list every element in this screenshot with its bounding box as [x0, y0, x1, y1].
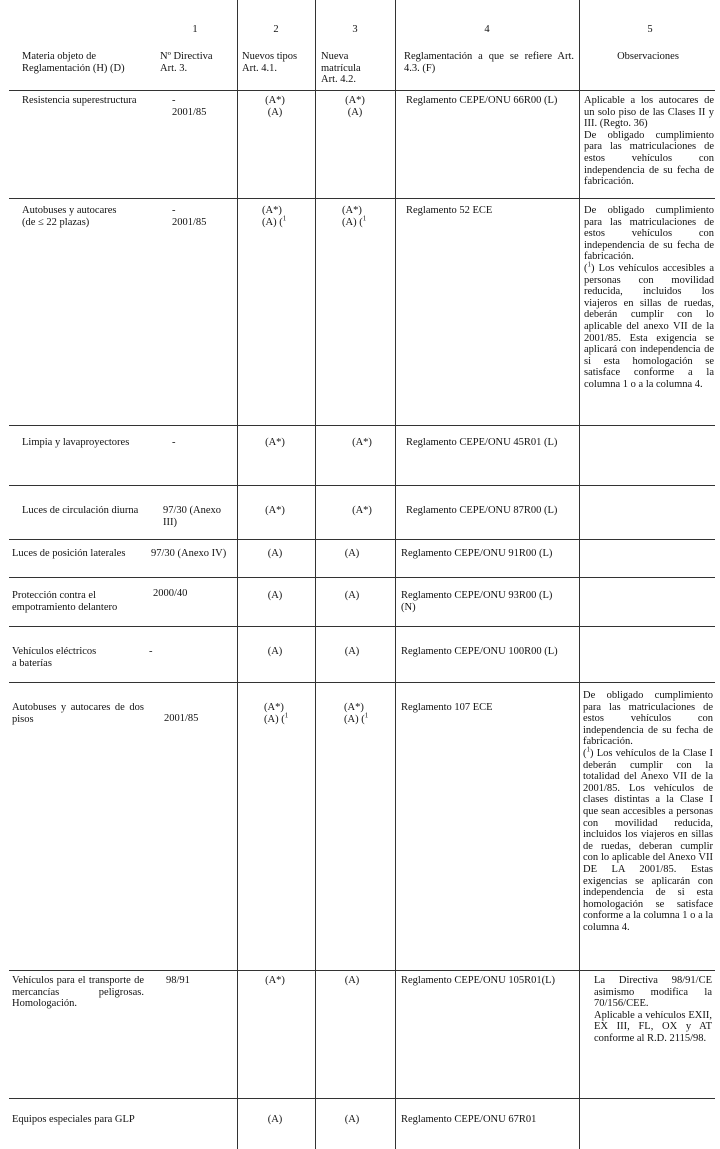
- row3-reglamento: Reglamento CEPE/ONU 45R01 (L): [406, 437, 558, 448]
- row2-directiva: - 2001/85: [172, 205, 207, 228]
- row6-materia: Protección contra el empotramiento delantero: [12, 590, 118, 613]
- row3-nuevos-tipos: (A*): [265, 437, 285, 448]
- row8-reglamento: Reglamento 107 ECE: [401, 702, 493, 713]
- row8-observaciones: De obligado cumplimiento para las matriculaciones de estos vehículos con independencia de su fecha de fabricación. ($^1$) Los vehículos de la Clase I deberán cumplir con la totalidad del Anexo VII de la 2001/85. Los vehículos de clases distintas a la Clase I que sean accesibles a personas con movilidad reducida, incluidos los viajeros en sillas de ruedas, deberan cumplir con lo aplicable del Anexo VII DE LA 2001/85. Estas exigencias se aplicarán con independencia de si esta homologación se satisface conforme a la columna 1 o a la columna 4.: [583, 690, 713, 933]
- row7-directiva: -: [149, 646, 153, 657]
- row8-nuevos-tipos: (A*) (A) ($^1$: [264, 702, 289, 725]
- vrule-1: [237, 0, 238, 1149]
- col-number-5: 5: [647, 24, 653, 35]
- row5-directiva: 97/30 (Anexo IV): [151, 548, 227, 559]
- row10-materia: Equipos especiales para GLP: [12, 1114, 135, 1125]
- row10-nueva-matricula: (A): [344, 1114, 360, 1125]
- row2-nuevos-tipos: (A*) (A) ($^1$: [262, 205, 287, 228]
- rule-row-4: [9, 539, 715, 540]
- row5-nuevos-tipos: (A): [267, 548, 283, 559]
- row1-nueva-matricula: (A*) (A): [345, 95, 365, 118]
- rule-row-8: [9, 970, 715, 971]
- row1-reglamento: Reglamento CEPE/ONU 66R00 (L): [406, 95, 558, 106]
- row9-directiva: 98/91: [166, 975, 190, 986]
- rule-row-3: [9, 485, 715, 486]
- row2-reglamento: Reglamento 52 ECE: [406, 205, 493, 216]
- row10-reglamento: Reglamento CEPE/ONU 67R01: [401, 1114, 537, 1125]
- row7-nueva-matricula: (A): [344, 646, 360, 657]
- col-header-directiva: Nº Directiva Art. 3.: [160, 51, 213, 74]
- row8-nueva-matricula: (A*) (A) ($^1$: [344, 702, 369, 725]
- col-header-nuevos-tipos: Nuevos tipos Art. 4.1.: [242, 51, 298, 74]
- rule-row-6: [9, 626, 715, 627]
- row2-materia: Autobuses y autocares (de ≤ 22 plazas): [22, 205, 117, 228]
- row7-materia: Vehículos eléctricos a baterías: [12, 646, 97, 669]
- row4-directiva: 97/30 (Anexo III): [163, 505, 222, 528]
- col-header-observaciones: Observaciones: [617, 51, 679, 62]
- rule-row-7: [9, 682, 715, 683]
- rule-header-bottom: [9, 90, 715, 91]
- rule-row-9: [9, 1098, 715, 1099]
- row9-nuevos-tipos: (A*): [265, 975, 285, 986]
- row5-reglamento: Reglamento CEPE/ONU 91R00 (L): [401, 548, 553, 559]
- row2-observaciones: De obligado cumplimiento para las matriculaciones de estos vehículos con independencia de su fecha de fabricación. ($^1$) Los vehículos accesibles a personas con movilidad reducida, incluidos los viajeros en sillas de ruedas, deberán cumplir con lo aplicable del anexo VII de la 2001/85. Esta exigencia se aplicará con independencia de si esta homologación se satisface conforme a la columna 1 o a la columna 4.: [584, 205, 714, 390]
- row6-nuevos-tipos: (A): [267, 590, 283, 601]
- vrule-3: [395, 0, 396, 1149]
- row3-materia: Limpia y lavaproyectores: [22, 437, 130, 448]
- row8-directiva: 2001/85: [164, 713, 199, 724]
- col-number-2: 2: [273, 24, 279, 35]
- col-header-nueva-matricula: Nueva matrícula Art. 4.2.: [321, 51, 361, 86]
- row4-materia: Luces de circulación diurna: [22, 505, 139, 516]
- col-header-materia: Materia objeto de Reglamentación (H) (D): [22, 51, 125, 74]
- row6-nueva-matricula: (A): [344, 590, 360, 601]
- row3-nueva-matricula: (A*): [352, 437, 372, 448]
- rule-row-5: [9, 577, 715, 578]
- col-header-reglamentacion: Reglamentación a que se refiere Art. 4.3. (F): [404, 51, 574, 74]
- row1-directiva: - 2001/85: [172, 95, 207, 118]
- rule-row-2: [9, 425, 715, 426]
- row1-materia: Resistencia superestructura: [22, 95, 137, 106]
- row4-nueva-matricula: (A*): [352, 505, 372, 516]
- vrule-2: [315, 0, 316, 1149]
- row6-reglamento: Reglamento CEPE/ONU 93R00 (L) (N): [401, 590, 553, 613]
- row4-nuevos-tipos: (A*): [265, 505, 285, 516]
- row10-nuevos-tipos: (A): [267, 1114, 283, 1125]
- row2-nueva-matricula: (A*) (A) ($^1$: [342, 205, 367, 228]
- row5-nueva-matricula: (A): [344, 548, 360, 559]
- row1-nuevos-tipos: (A*) (A): [265, 95, 285, 118]
- col-number-4: 4: [484, 24, 490, 35]
- row4-reglamento: Reglamento CEPE/ONU 87R00 (L): [406, 505, 558, 516]
- row9-reglamento: Reglamento CEPE/ONU 105R01(L): [401, 975, 555, 986]
- row9-nueva-matricula: (A): [344, 975, 360, 986]
- col-number-1: 1: [192, 24, 198, 35]
- row9-observaciones: La Directiva 98/91/CE asimismo modifica la 70/156/CEE. Aplicable a vehículos EXII, EX III, FL, OX y AT conforme al R.D. 2115/98.: [594, 975, 712, 1044]
- row8-materia: Autobuses y autocares de dos pisos: [12, 702, 144, 725]
- rule-row-1: [9, 198, 715, 199]
- row1-observaciones: Aplicable a los autocares de un solo piso de las Clases II y III. (Regto. 36) De obligado cumplimiento para las matriculaciones de estos vehículos con independencia de su fecha de fabricación.: [584, 95, 714, 188]
- vrule-4: [579, 0, 580, 1149]
- row9-materia: Vehículos para el transporte de mercancías peligrosas. Homologación.: [12, 975, 144, 1010]
- row7-reglamento: Reglamento CEPE/ONU 100R00 (L): [401, 646, 558, 657]
- row5-materia: Luces de posición laterales: [12, 548, 126, 559]
- row3-directiva: -: [172, 437, 176, 448]
- col-number-3: 3: [352, 24, 358, 35]
- row7-nuevos-tipos: (A): [267, 646, 283, 657]
- row6-directiva: 2000/40: [153, 588, 188, 599]
